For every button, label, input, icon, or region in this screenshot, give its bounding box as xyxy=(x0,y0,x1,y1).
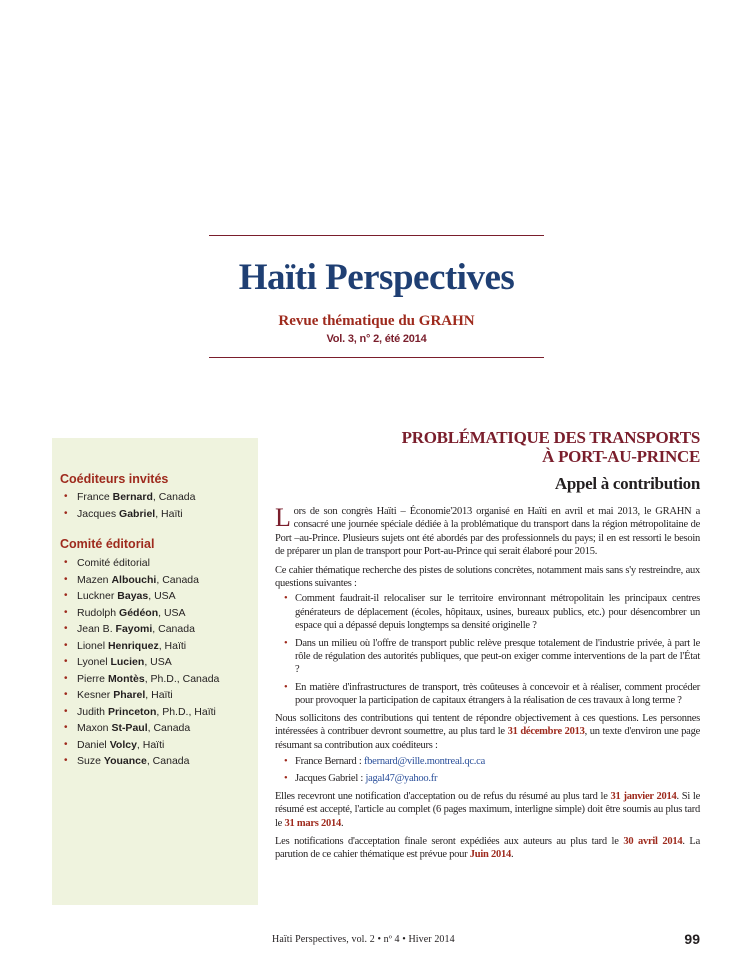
guest_editors-item xyxy=(64,489,254,506)
person-last-name: Gabriel xyxy=(119,507,156,520)
article-title-line2: À PORT-AU-PRINCE xyxy=(542,447,700,466)
guest-editors-list xyxy=(64,489,254,522)
person-first-name: Lionel xyxy=(77,639,108,652)
person-first-name: Jean B. xyxy=(77,623,116,635)
final-text-a: Les notifications d'acceptation finale seront expédiées aux auteurs au plus tard le xyxy=(275,835,624,847)
person-last-name: Bernard xyxy=(112,491,153,503)
person-place: , Haïti xyxy=(158,639,187,652)
person-place: , Haïti xyxy=(136,738,165,751)
journal-title: Haïti Perspectives xyxy=(238,257,515,298)
person-first-name: Luckner xyxy=(77,590,118,602)
final-text-c: . xyxy=(510,849,514,861)
person-first-name: Suze xyxy=(77,755,104,767)
person-first-name: Maxon xyxy=(77,722,112,734)
contact-item xyxy=(295,772,700,785)
editors-sidebar xyxy=(52,438,258,905)
masthead-top-rule xyxy=(209,235,544,236)
person-place: , USA xyxy=(144,656,172,668)
person-place: , Ph.D., Canada xyxy=(144,672,220,685)
question-item: • Comment faudrait-il relocaliser sur le territoire environnant métropolitain les principaux centres générateurs de déplacement (écoles, hôpitaux, usines, bureaux publics, etc.) pour désencombrer un espace qui a dépassé depuis longtemps sa densité originelle ? xyxy=(295,592,700,632)
submission-deadline: 31 décembre 2013 xyxy=(507,726,585,738)
person-last-name: Albouchi xyxy=(111,573,157,586)
committee-item xyxy=(64,671,254,688)
full-article-deadline: 31 mars 2014 xyxy=(284,817,341,829)
contact-email-link[interactable]: jagal47@yahoo.fr xyxy=(365,773,438,785)
person-last-name: Lucien xyxy=(110,656,145,668)
questions-list xyxy=(275,592,700,707)
person-place: , USA xyxy=(148,590,176,602)
paragraph-notification xyxy=(275,790,700,830)
notification-text-b: . Si le résumé est accepté, l'article au complet (6 pages maximum, interligne simple) doit être soumis au plus tard le xyxy=(275,790,700,829)
page-footer xyxy=(272,931,700,950)
person-first-name: Daniel xyxy=(77,738,110,751)
person-first-name: Kesner xyxy=(77,689,114,701)
committee-item xyxy=(64,638,254,655)
page-number: 99 xyxy=(684,931,700,947)
person-place: , Canada xyxy=(152,491,196,503)
journal-subtitle: Revue thématique du GRAHN xyxy=(278,313,475,329)
committee-item xyxy=(64,753,254,770)
person-last-name: Pharel xyxy=(113,689,146,701)
person-last-name: Fayomi xyxy=(115,623,153,635)
paragraph-submission xyxy=(275,712,700,752)
committee-heading: Comité éditorial xyxy=(60,537,155,551)
person-first-name: Pierre xyxy=(77,672,108,685)
committee-item xyxy=(64,737,254,754)
contact-item xyxy=(295,755,700,768)
notification-text-c: . xyxy=(340,817,344,829)
person-last-name: Youance xyxy=(103,755,147,767)
person-place: , Canada xyxy=(146,755,190,767)
paragraph-scope: Ce cahier thématique recherche des pistes de solutions concrètes, notamment mais sans s'y restreindre, aux questions suivantes : xyxy=(275,564,700,590)
guest_editors-item xyxy=(64,506,254,523)
question-item: • Dans un milieu où l'offre de transport public relève presque totalement de l'industrie privée, à part le rôle de régulation des autorités publiques, que peut-on exiger comme interventions de la part de l'État ? xyxy=(295,637,700,677)
paragraph-intro-text: ors de son congrès Haïti – Économie'2013 organisé en Haïti en avril et mai 2013, le GRAHN a consacré une journée spéciale dédiée à la problématique du transport dans la région métropolitaine de Port –au-Prince. Plusieurs sujets ont été abordés par des professionnels du pays; il en est ressorti le besoin de préparer un plan de transport pour Port-au-Prince qui serait élaboré pour 2015. xyxy=(275,506,700,558)
person-first-name: Jacques xyxy=(77,507,120,520)
article-title-line1: PROBLÉMATIQUE DES TRANSPORTS xyxy=(401,428,700,447)
paragraph-final xyxy=(275,835,700,862)
person-place: , Ph.D., Haïti xyxy=(156,705,216,718)
submission-text-a: Nous sollicitons des contributions qui tentent de répondre objectivement à ces questions. Les personnes intéressées à contribuer devront soumettre, au plus tard le xyxy=(275,712,700,738)
committee-item xyxy=(64,588,254,605)
paragraph-intro xyxy=(275,505,700,559)
journal-volume: Vol. 3, n° 2, été 2014 xyxy=(326,333,427,345)
committee-item xyxy=(64,621,254,638)
contact-email-link[interactable]: fbernard@ville.montreal.qc.ca xyxy=(363,755,486,767)
submission-text-b: , un texte d'environ une page résumant sa contribution aux coéditeurs : xyxy=(275,726,700,751)
committee-item xyxy=(64,654,254,671)
masthead-bottom-rule xyxy=(209,357,544,358)
notification-text-a: Elles recevront une notification d'acceptation ou de refus du résumé au plus tard le xyxy=(275,790,611,802)
committee-item xyxy=(64,605,254,622)
committee-item xyxy=(64,555,254,572)
person-place: , Haïti xyxy=(155,507,183,520)
person-last-name: Princeton xyxy=(107,705,157,718)
person-first-name: Mazen xyxy=(77,573,112,586)
article xyxy=(275,428,700,862)
final-acceptance-date: 30 avril 2014 xyxy=(623,835,683,847)
drop-cap: L xyxy=(275,503,291,532)
committee-item xyxy=(64,572,254,589)
person-first-name: Rudolph xyxy=(77,606,120,619)
committee-list xyxy=(64,555,254,770)
person-place: , Canada xyxy=(156,573,199,586)
contacts-list xyxy=(275,755,700,786)
person-first-name: France xyxy=(77,491,113,503)
guest-editors-heading: Coéditeurs invités xyxy=(60,472,169,486)
running-head: Haïti Perspectives, vol. 2 • nº 4 • Hiver 2014 xyxy=(272,934,455,945)
person-last-name: Volcy xyxy=(109,738,137,751)
person-place: , Haïti xyxy=(145,689,173,701)
committee-item xyxy=(64,687,254,704)
person-last-name: St-Paul xyxy=(111,722,148,734)
person-last-name: Henriquez xyxy=(107,639,159,652)
person-place: , Canada xyxy=(147,722,191,734)
person-last-name: Bayas xyxy=(117,590,149,602)
question-item: • En matière d'infrastructures de transport, très coûteuses à concevoir et à réaliser, comment procéder pour provoquer la participation de capitaux étrangers à la réalisation de ces travaux à long terme ? xyxy=(295,681,700,708)
committee-item xyxy=(64,704,254,721)
person-last-name: Montès xyxy=(107,672,145,685)
person-first-name: Lyonel xyxy=(77,656,111,668)
person-place: , Canada xyxy=(152,623,195,635)
notification-date: 31 janvier 2014 xyxy=(610,790,677,802)
contact-name: France Bernard : xyxy=(295,755,364,767)
person-first-name: Judith xyxy=(77,705,108,718)
person-first-name: Comité éditorial xyxy=(77,557,150,569)
article-subtitle: Appel à contribution xyxy=(554,474,700,493)
publication-date: Juin 2014 xyxy=(469,849,511,861)
contact-name: Jacques Gabriel : xyxy=(295,773,366,785)
committee-item xyxy=(64,720,254,737)
person-last-name: Gédéon xyxy=(119,606,159,619)
final-text-b: . La parution de ce cahier thématique est prévue pour xyxy=(275,835,701,861)
person-place: , USA xyxy=(158,606,186,619)
